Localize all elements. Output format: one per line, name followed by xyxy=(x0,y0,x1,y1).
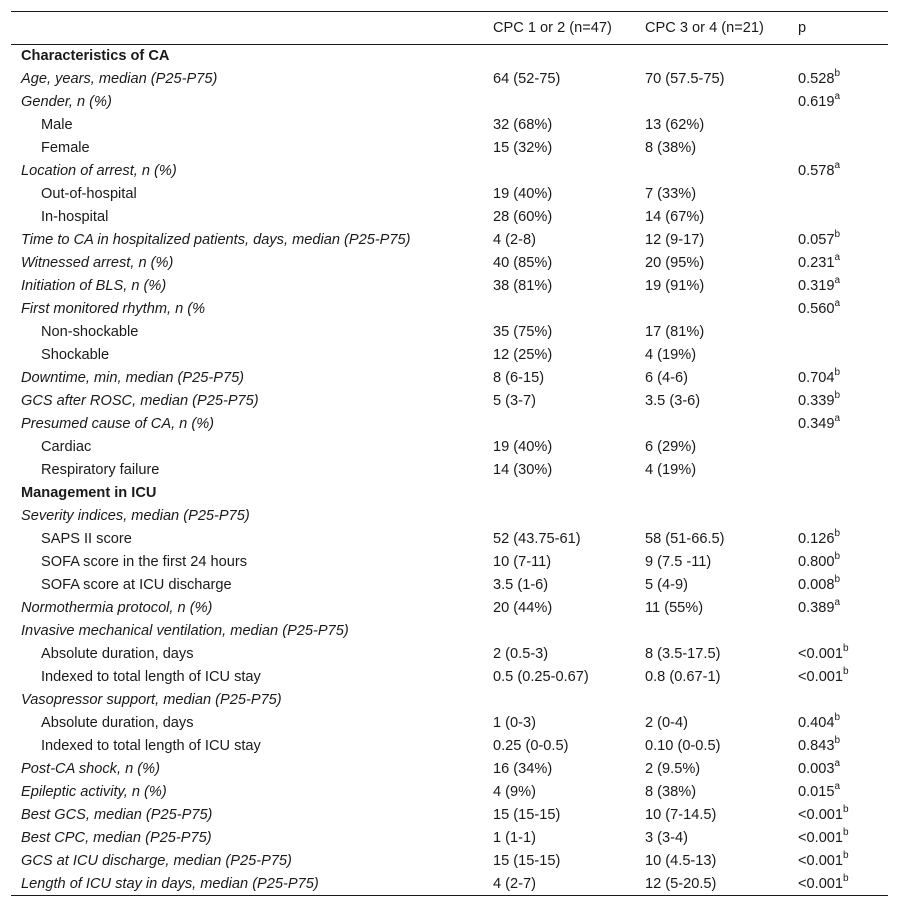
table-row xyxy=(11,850,888,873)
row-label: Vasopressor support, median (P25-P75) xyxy=(21,692,282,708)
p-value-cell xyxy=(788,597,888,620)
cpc-1-2-value: 64 (52-75) xyxy=(493,71,561,87)
p-value-test-superscript: a xyxy=(834,252,841,264)
cpc-1-2-value xyxy=(482,160,635,183)
p-value-cell xyxy=(788,551,888,574)
p-value-cell xyxy=(788,114,888,137)
p-value-test-superscript: b xyxy=(843,643,849,655)
row-label: Indexed to total length of ICU stay xyxy=(41,669,261,685)
p-value-test-superscript: b xyxy=(834,68,841,80)
p-value-test-superscript: a xyxy=(834,91,841,103)
table-row xyxy=(11,275,888,298)
p-value-test-superscript: b xyxy=(843,850,849,862)
cpc-3-4-value: 3 (3-4) xyxy=(645,830,688,846)
p-value-cell xyxy=(788,68,888,91)
cpc-1-2-value: 5 (3-7) xyxy=(493,393,536,409)
p-value-test-superscript: a xyxy=(834,758,841,770)
header-variable xyxy=(11,12,482,45)
p-value-cell xyxy=(788,827,888,850)
cpc-3-4-value: 2 (9.5%) xyxy=(645,761,701,777)
row-label: Female xyxy=(41,140,90,156)
cpc-3-4-value xyxy=(635,298,788,321)
p-value: 0.008 xyxy=(798,577,835,593)
row-label: Best GCS, median (P25-P75) xyxy=(21,807,213,823)
table-row xyxy=(11,735,888,758)
table-row xyxy=(11,873,888,896)
row-label: Location of arrest, n (%) xyxy=(21,163,177,179)
row-label: Male xyxy=(41,117,73,133)
p-value-cell xyxy=(788,160,888,183)
p-value-cell xyxy=(788,206,888,229)
cpc-3-4-value xyxy=(635,689,788,712)
p-value-cell xyxy=(788,298,888,321)
cpc-3-4-value: 20 (95%) xyxy=(645,255,705,271)
table-row xyxy=(11,413,888,436)
p-value: 0.349 xyxy=(798,416,835,432)
row-label: Age, years, median (P25-P75) xyxy=(21,71,218,87)
cpc-1-2-value: 10 (7-11) xyxy=(493,554,552,570)
p-value-cell xyxy=(788,367,888,390)
p-value-test-superscript: b xyxy=(834,574,841,586)
p-value-test-superscript: b xyxy=(834,735,841,747)
row-label: Epileptic activity, n (%) xyxy=(21,784,167,800)
cpc-1-2-value: 8 (6-15) xyxy=(493,370,545,386)
table-row xyxy=(11,91,888,114)
p-value-test-superscript: b xyxy=(834,712,841,724)
table-row xyxy=(11,781,888,804)
cpc-3-4-value xyxy=(635,91,788,114)
row-label: Downtime, min, median (P25-P75) xyxy=(21,370,245,386)
p-value-cell xyxy=(788,137,888,160)
table-row xyxy=(11,758,888,781)
table-row xyxy=(11,367,888,390)
p-value: 0.404 xyxy=(798,715,835,731)
row-label: Initiation of BLS, n (%) xyxy=(21,278,167,294)
p-value-cell xyxy=(788,850,888,873)
cpc-1-2-value: 32 (68%) xyxy=(493,117,553,133)
cpc-3-4-value: 2 (0-4) xyxy=(645,715,688,731)
cpc-3-4-value xyxy=(635,45,788,68)
p-value-cell xyxy=(788,643,888,666)
row-label: Severity indices, median (P25-P75) xyxy=(21,508,250,524)
p-value: 0.578 xyxy=(798,163,835,179)
p-value-cell xyxy=(788,781,888,804)
cpc-3-4-value: 5 (4-9) xyxy=(645,577,688,593)
results-table xyxy=(11,11,888,896)
header-cpc-3-4: CPC 3 or 4 (n=21) xyxy=(645,20,764,36)
cpc-1-2-value: 38 (81%) xyxy=(493,278,553,294)
p-value-cell xyxy=(788,482,888,505)
p-value-test-superscript: a xyxy=(834,275,841,287)
cpc-3-4-value: 8 (38%) xyxy=(645,784,697,800)
p-value-cell xyxy=(788,505,888,528)
p-value: 0.560 xyxy=(798,301,835,317)
p-value: 0.126 xyxy=(798,531,835,547)
p-value-cell xyxy=(788,390,888,413)
p-value-test-superscript: b xyxy=(834,551,841,563)
table-row xyxy=(11,505,888,528)
table-row xyxy=(11,459,888,482)
table-row xyxy=(11,666,888,689)
cpc-1-2-value: 35 (75%) xyxy=(493,324,553,340)
table-header xyxy=(11,12,888,45)
cpc-1-2-value: 20 (44%) xyxy=(493,600,553,616)
cpc-3-4-value: 3.5 (3-6) xyxy=(645,393,701,409)
section-header-row xyxy=(11,482,888,505)
p-value-test-superscript: a xyxy=(834,298,841,310)
cpc-3-4-value: 10 (4.5-13) xyxy=(645,853,717,869)
row-label: Normothermia protocol, n (%) xyxy=(21,600,213,616)
table-row xyxy=(11,436,888,459)
p-value-test-superscript: a xyxy=(834,597,841,609)
cpc-1-2-value: 1 (1-1) xyxy=(493,830,536,846)
p-value: 0.231 xyxy=(798,255,835,271)
cpc-1-2-value: 2 (0.5-3) xyxy=(493,646,549,662)
cpc-3-4-value: 12 (5-20.5) xyxy=(645,875,717,892)
p-value-test-superscript: b xyxy=(834,528,841,540)
p-value: <0.001 xyxy=(798,646,844,662)
p-value: <0.001 xyxy=(798,807,844,823)
cpc-1-2-value: 15 (15-15) xyxy=(493,807,561,823)
cpc-1-2-value: 1 (0-3) xyxy=(493,715,536,731)
cpc-3-4-value: 8 (38%) xyxy=(645,140,697,156)
cpc-3-4-value: 0.8 (0.67-1) xyxy=(645,669,721,685)
p-value: 0.319 xyxy=(798,278,835,294)
row-label: Time to CA in hospitalized patients, days, median (P25-P75) xyxy=(21,232,411,248)
p-value: 0.528 xyxy=(798,71,835,87)
p-value: 0.800 xyxy=(798,554,835,570)
p-value-test-superscript: b xyxy=(843,872,849,884)
p-value-cell xyxy=(788,666,888,689)
table-row xyxy=(11,206,888,229)
table-row xyxy=(11,68,888,91)
table-row xyxy=(11,597,888,620)
table-row xyxy=(11,643,888,666)
cpc-3-4-value xyxy=(635,160,788,183)
cpc-3-4-value: 6 (29%) xyxy=(645,439,697,455)
p-value-cell xyxy=(788,620,888,643)
results-table-container xyxy=(11,11,888,896)
row-label: Characteristics of CA xyxy=(21,48,170,65)
cpc-3-4-value: 19 (91%) xyxy=(645,278,705,294)
cpc-3-4-value xyxy=(635,482,788,505)
cpc-3-4-value: 70 (57.5-75) xyxy=(645,71,725,87)
p-value: 0.704 xyxy=(798,370,835,386)
p-value: 0.339 xyxy=(798,393,835,409)
p-value-cell xyxy=(788,183,888,206)
table-row xyxy=(11,827,888,850)
row-label: Management in ICU xyxy=(21,485,157,501)
table-row xyxy=(11,804,888,827)
p-value: 0.015 xyxy=(798,784,835,800)
cpc-1-2-value xyxy=(482,689,635,712)
p-value-test-superscript: b xyxy=(843,804,849,816)
row-label: Witnessed arrest, n (%) xyxy=(21,255,174,271)
header-cpc-1-2: CPC 1 or 2 (n=47) xyxy=(493,20,612,36)
p-value-test-superscript: b xyxy=(834,367,841,379)
cpc-1-2-value xyxy=(482,413,635,436)
row-label: Indexed to total length of ICU stay xyxy=(41,738,261,754)
p-value-cell xyxy=(788,712,888,735)
cpc-3-4-value: 14 (67%) xyxy=(645,209,705,225)
table-row xyxy=(11,390,888,413)
p-value-cell xyxy=(788,436,888,459)
row-label: Absolute duration, days xyxy=(41,646,194,662)
p-value: <0.001 xyxy=(798,669,844,685)
table-row xyxy=(11,114,888,137)
p-value-cell xyxy=(788,45,888,68)
p-value-test-superscript: a xyxy=(834,781,841,793)
table-row xyxy=(11,321,888,344)
header-row xyxy=(11,12,888,45)
row-label: Non-shockable xyxy=(41,324,139,340)
table-row xyxy=(11,252,888,275)
cpc-1-2-value: 19 (40%) xyxy=(493,186,553,202)
p-value: <0.001 xyxy=(798,830,844,846)
row-label: SOFA score at ICU discharge xyxy=(41,577,232,593)
cpc-1-2-value: 28 (60%) xyxy=(493,209,553,225)
row-label: Invasive mechanical ventilation, median (P25-P75) xyxy=(21,623,349,639)
cpc-3-4-value: 10 (7-14.5) xyxy=(645,807,717,823)
cpc-1-2-value: 4 (2-8) xyxy=(493,232,536,248)
p-value-cell xyxy=(788,321,888,344)
cpc-1-2-value xyxy=(482,45,635,68)
cpc-3-4-value xyxy=(635,620,788,643)
p-value-cell xyxy=(788,574,888,597)
p-value-test-superscript: b xyxy=(843,827,849,839)
cpc-3-4-value: 11 (55%) xyxy=(645,600,704,616)
cpc-1-2-value: 19 (40%) xyxy=(493,439,553,455)
table-row xyxy=(11,574,888,597)
table-row xyxy=(11,183,888,206)
table-body xyxy=(11,45,888,896)
cpc-1-2-value xyxy=(482,298,635,321)
row-label: Post-CA shock, n (%) xyxy=(21,761,160,777)
p-value-test-superscript: a xyxy=(834,160,841,172)
section-header-row xyxy=(11,45,888,68)
cpc-3-4-value: 17 (81%) xyxy=(645,324,705,340)
cpc-3-4-value: 12 (9-17) xyxy=(645,232,705,248)
cpc-1-2-value: 15 (15-15) xyxy=(493,853,561,869)
p-value-test-superscript: b xyxy=(843,666,849,678)
p-value: 0.389 xyxy=(798,600,835,616)
row-label: Out-of-hospital xyxy=(41,186,137,202)
cpc-1-2-value: 0.25 (0-0.5) xyxy=(493,738,569,754)
cpc-3-4-value: 7 (33%) xyxy=(645,186,697,202)
row-label: First monitored rhythm, n (% xyxy=(21,301,206,317)
header-p-value: p xyxy=(798,20,807,36)
row-label: GCS at ICU discharge, median (P25-P75) xyxy=(21,853,292,869)
table-row xyxy=(11,528,888,551)
row-label: Best CPC, median (P25-P75) xyxy=(21,830,212,846)
p-value-test-superscript: a xyxy=(834,413,841,425)
cpc-3-4-value: 13 (62%) xyxy=(645,117,705,133)
cpc-1-2-value: 52 (43.75-61) xyxy=(493,531,581,547)
row-label: SAPS II score xyxy=(41,531,132,547)
cpc-1-2-value xyxy=(482,91,635,114)
p-value-cell xyxy=(788,344,888,367)
p-value-cell xyxy=(788,459,888,482)
row-label: Cardiac xyxy=(41,439,92,455)
cpc-1-2-value: 0.5 (0.25-0.67) xyxy=(493,669,589,685)
p-value-cell xyxy=(788,91,888,114)
p-value-cell xyxy=(788,758,888,781)
p-value-test-superscript: b xyxy=(834,390,841,402)
p-value-cell xyxy=(788,229,888,252)
cpc-1-2-value xyxy=(482,505,635,528)
cpc-1-2-value: 40 (85%) xyxy=(493,255,553,271)
cpc-1-2-value: 15 (32%) xyxy=(493,140,553,156)
row-label: Length of ICU stay in days, median (P25-P75) xyxy=(21,875,319,892)
p-value: 0.003 xyxy=(798,761,835,777)
row-label: Presumed cause of CA, n (%) xyxy=(21,416,215,432)
p-value-cell xyxy=(788,413,888,436)
p-value-cell xyxy=(788,275,888,298)
cpc-3-4-value: 9 (7.5 -11) xyxy=(645,554,712,570)
row-label: SOFA score in the first 24 hours xyxy=(41,554,248,570)
p-value: 0.843 xyxy=(798,738,835,754)
p-value: <0.001 xyxy=(798,875,844,892)
cpc-1-2-value xyxy=(482,620,635,643)
table-row xyxy=(11,344,888,367)
cpc-3-4-value xyxy=(635,505,788,528)
cpc-3-4-value: 0.10 (0-0.5) xyxy=(645,738,721,754)
cpc-3-4-value: 6 (4-6) xyxy=(645,370,688,386)
cpc-1-2-value: 14 (30%) xyxy=(493,462,553,478)
cpc-1-2-value: 4 (9%) xyxy=(493,784,536,800)
p-value: 0.619 xyxy=(798,94,835,110)
cpc-1-2-value xyxy=(482,482,635,505)
cpc-3-4-value xyxy=(635,413,788,436)
p-value-cell xyxy=(788,689,888,712)
row-label: Gender, n (%) xyxy=(21,94,112,110)
row-label: Respiratory failure xyxy=(41,462,160,478)
row-label: In-hospital xyxy=(41,209,109,225)
table-row xyxy=(11,298,888,321)
table-row xyxy=(11,712,888,735)
row-label: Shockable xyxy=(41,347,110,363)
p-value-cell xyxy=(788,252,888,275)
p-value-cell xyxy=(788,873,888,896)
p-value-cell xyxy=(788,804,888,827)
table-row xyxy=(11,689,888,712)
table-row xyxy=(11,160,888,183)
table-row xyxy=(11,620,888,643)
cpc-3-4-value: 58 (51-66.5) xyxy=(645,531,725,547)
table-row xyxy=(11,229,888,252)
p-value: <0.001 xyxy=(798,853,844,869)
p-value: 0.057 xyxy=(798,232,835,248)
p-value-cell xyxy=(788,528,888,551)
cpc-1-2-value: 16 (34%) xyxy=(493,761,553,777)
cpc-3-4-value: 4 (19%) xyxy=(645,347,697,363)
cpc-1-2-value: 4 (2-7) xyxy=(493,875,536,892)
cpc-1-2-value: 12 (25%) xyxy=(493,347,553,363)
p-value-test-superscript: b xyxy=(834,229,841,241)
cpc-3-4-value: 8 (3.5-17.5) xyxy=(645,646,721,662)
cpc-1-2-value: 3.5 (1-6) xyxy=(493,577,549,593)
row-label: GCS after ROSC, median (P25-P75) xyxy=(21,393,259,409)
cpc-3-4-value: 4 (19%) xyxy=(645,462,697,478)
row-label: Absolute duration, days xyxy=(41,715,194,731)
table-row xyxy=(11,551,888,574)
p-value-cell xyxy=(788,735,888,758)
table-row xyxy=(11,137,888,160)
